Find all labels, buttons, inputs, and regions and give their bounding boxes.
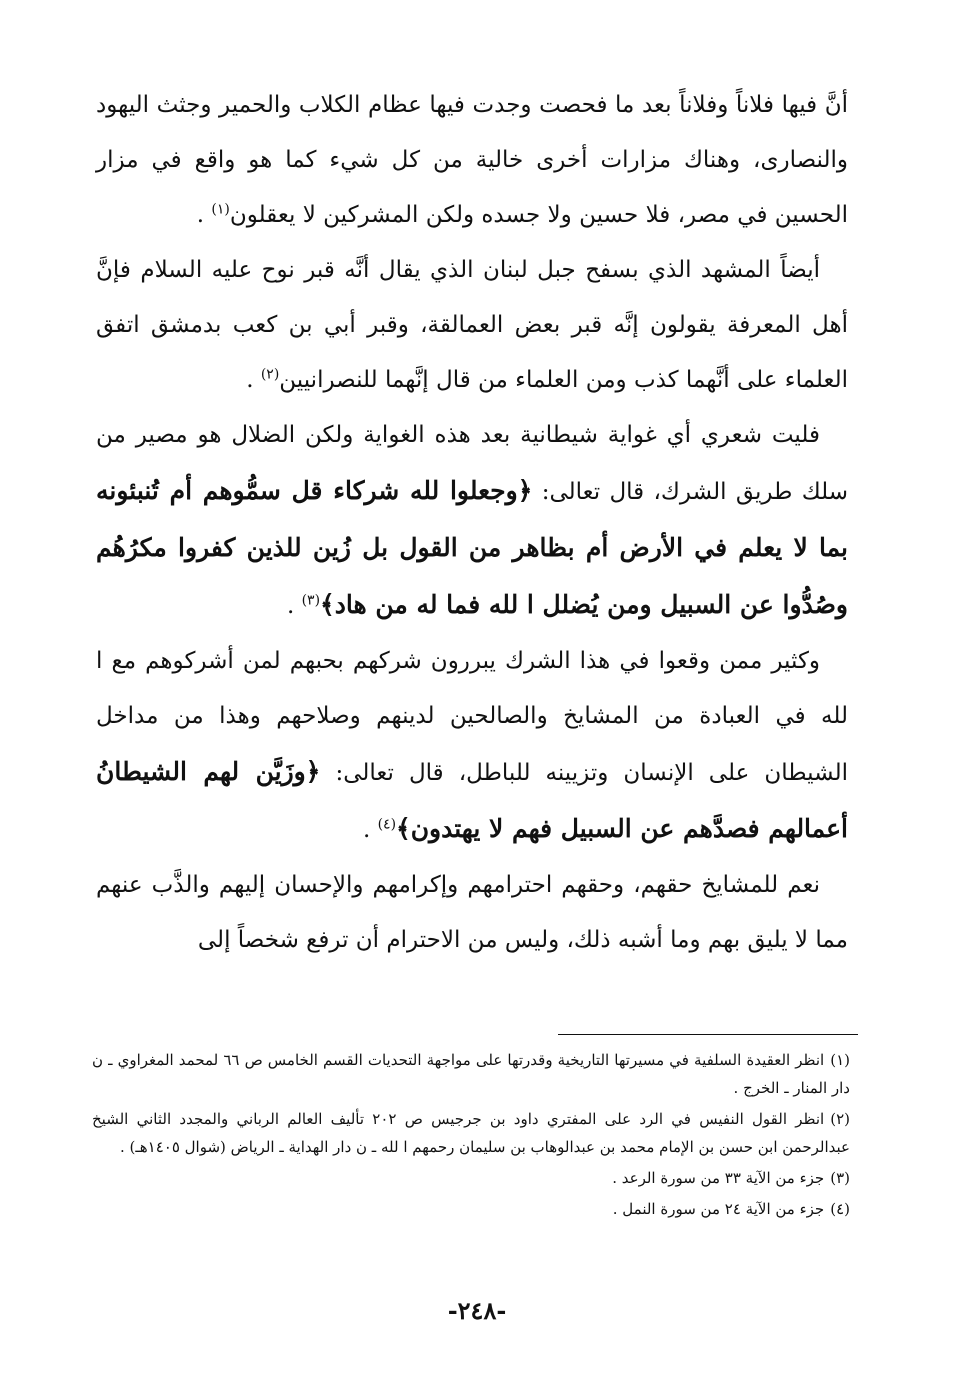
footnote-ref-2: (٢) — [260, 366, 280, 383]
footnote-1 — [92, 1046, 850, 1102]
paragraph-3-text: فليت شعري أي غواية شيطانية بعد هذه الغواية ولكن الضلال هو مصير من سلك طريق الشرك، قال تعالى: — [96, 422, 849, 505]
footnote-ref-4: (٤) — [377, 816, 397, 833]
paragraph-4-end: . — [362, 817, 378, 843]
paragraph-4 — [96, 634, 848, 858]
quran-verse-1: ﴿وجعلوا لله شركاء قل سمُّوهم أم تُنبئونه بما لا يعلم في الأرض أم بظاهر من القول بل زُين للذين كفروا مكرُهُم وصُدُّوا عن السبيل ومن يُضلل ا لله فما له من هاد﴾ — [96, 476, 848, 619]
paragraph-1-end: . — [196, 202, 212, 228]
footnote-3-number: (٣) — [830, 1169, 850, 1187]
footnote-2-text: انظر القول النفيس في الرد على المفتري داود بن جرجيس ص ٢٠٢ تأليف العالم الرباني والمجدد الثاني الشيخ عبدالرحمن ابن حسن بن الإمام محمد بن عبدالوهاب بن سليمان رحمهم ا لله ـ ن دار الهداية ـ الرياض (شوال ١٤٠٥هـ) . — [92, 1110, 850, 1156]
footnote-3-text: جزء من الآية ٣٣ من سورة الرعد . — [612, 1169, 825, 1187]
paragraph-2-end: . — [246, 367, 261, 393]
footnote-2 — [92, 1105, 850, 1161]
footnotes — [92, 1046, 850, 1226]
paragraph-3-end: . — [286, 593, 302, 619]
footnote-separator — [558, 1034, 858, 1035]
footnote-1-number: (١) — [830, 1051, 850, 1069]
footnote-3 — [92, 1164, 850, 1192]
footnote-4-text: جزء من الآية ٢٤ من سورة النمل . — [612, 1200, 825, 1218]
paragraph-5 — [96, 858, 848, 968]
footnote-ref-1: (١) — [211, 201, 230, 218]
paragraph-1 — [96, 78, 848, 243]
paragraph-2-text: أيضاً المشهد الذي بسفح جبل لبنان الذي يقال أنَّه قبر نوح عليه السلام فإنَّ أهل المعرفة يقولون إنَّه قبر بعض العمالقة، وقبر أبي بن كعب بدمشق اتفق العلماء على أنَّهما كذب ومن العلماء من قال إنَّهما للنصرانيين — [96, 257, 848, 393]
quran-verse-2: ﴿وزَيَّن لهم الشيطانُ أعمالهم فصدَّهم عن السبيل فهم لا يهتدون﴾ — [96, 757, 848, 843]
footnote-ref-3: (٣) — [301, 592, 321, 609]
page-number: -٢٤٨- — [447, 1296, 507, 1325]
footnote-4-number: (٤) — [830, 1200, 850, 1218]
paragraph-2 — [96, 243, 848, 408]
footnote-2-number: (٢) — [830, 1110, 850, 1128]
footnote-1-text: انظر العقيدة السلفية في مسيرتها التاريخية وقدرتها على مواجهة التحديات القسم الخامس ص ٦٦ لمحمد المغراوي ـ ن دار المنار ـ الخرج . — [92, 1051, 850, 1097]
footnote-4 — [92, 1195, 850, 1223]
paragraph-3 — [96, 408, 848, 634]
paragraph-5-text: نعم للمشايخ حقهم، وحقهم احترامهم وإكرامهم والإحسان إليهم والذَّب عنهم مما لا يليق بهم وما أشبه ذلك، وليس من الاحترام أن ترفع شخصاً إلى — [96, 872, 848, 953]
main-text — [96, 78, 848, 968]
paragraph-1-text: أنَّ فيها فلاناً وفلاناً بعد ما فحصت وجدت فيها عظام الكلاب والحمير وجثث اليهود والنصارى، وهناك مزارات أخرى خالية من كل شيء كما هو واقع في مزار الحسين في مصر، فلا حسين ولا جسده ولكن المشركين لا يعقلون — [96, 92, 848, 228]
paragraph-4-text: وكثير ممن وقعوا في هذا الشرك يبررون شركهم بحبهم لمن أشركوهم مع ا لله في العبادة من المشايخ والصالحين لدينهم وصلاحهم وهذا من مداخل الشيطان على الإنسان وتزيينه للباطل، قال تعالى: — [96, 648, 848, 786]
